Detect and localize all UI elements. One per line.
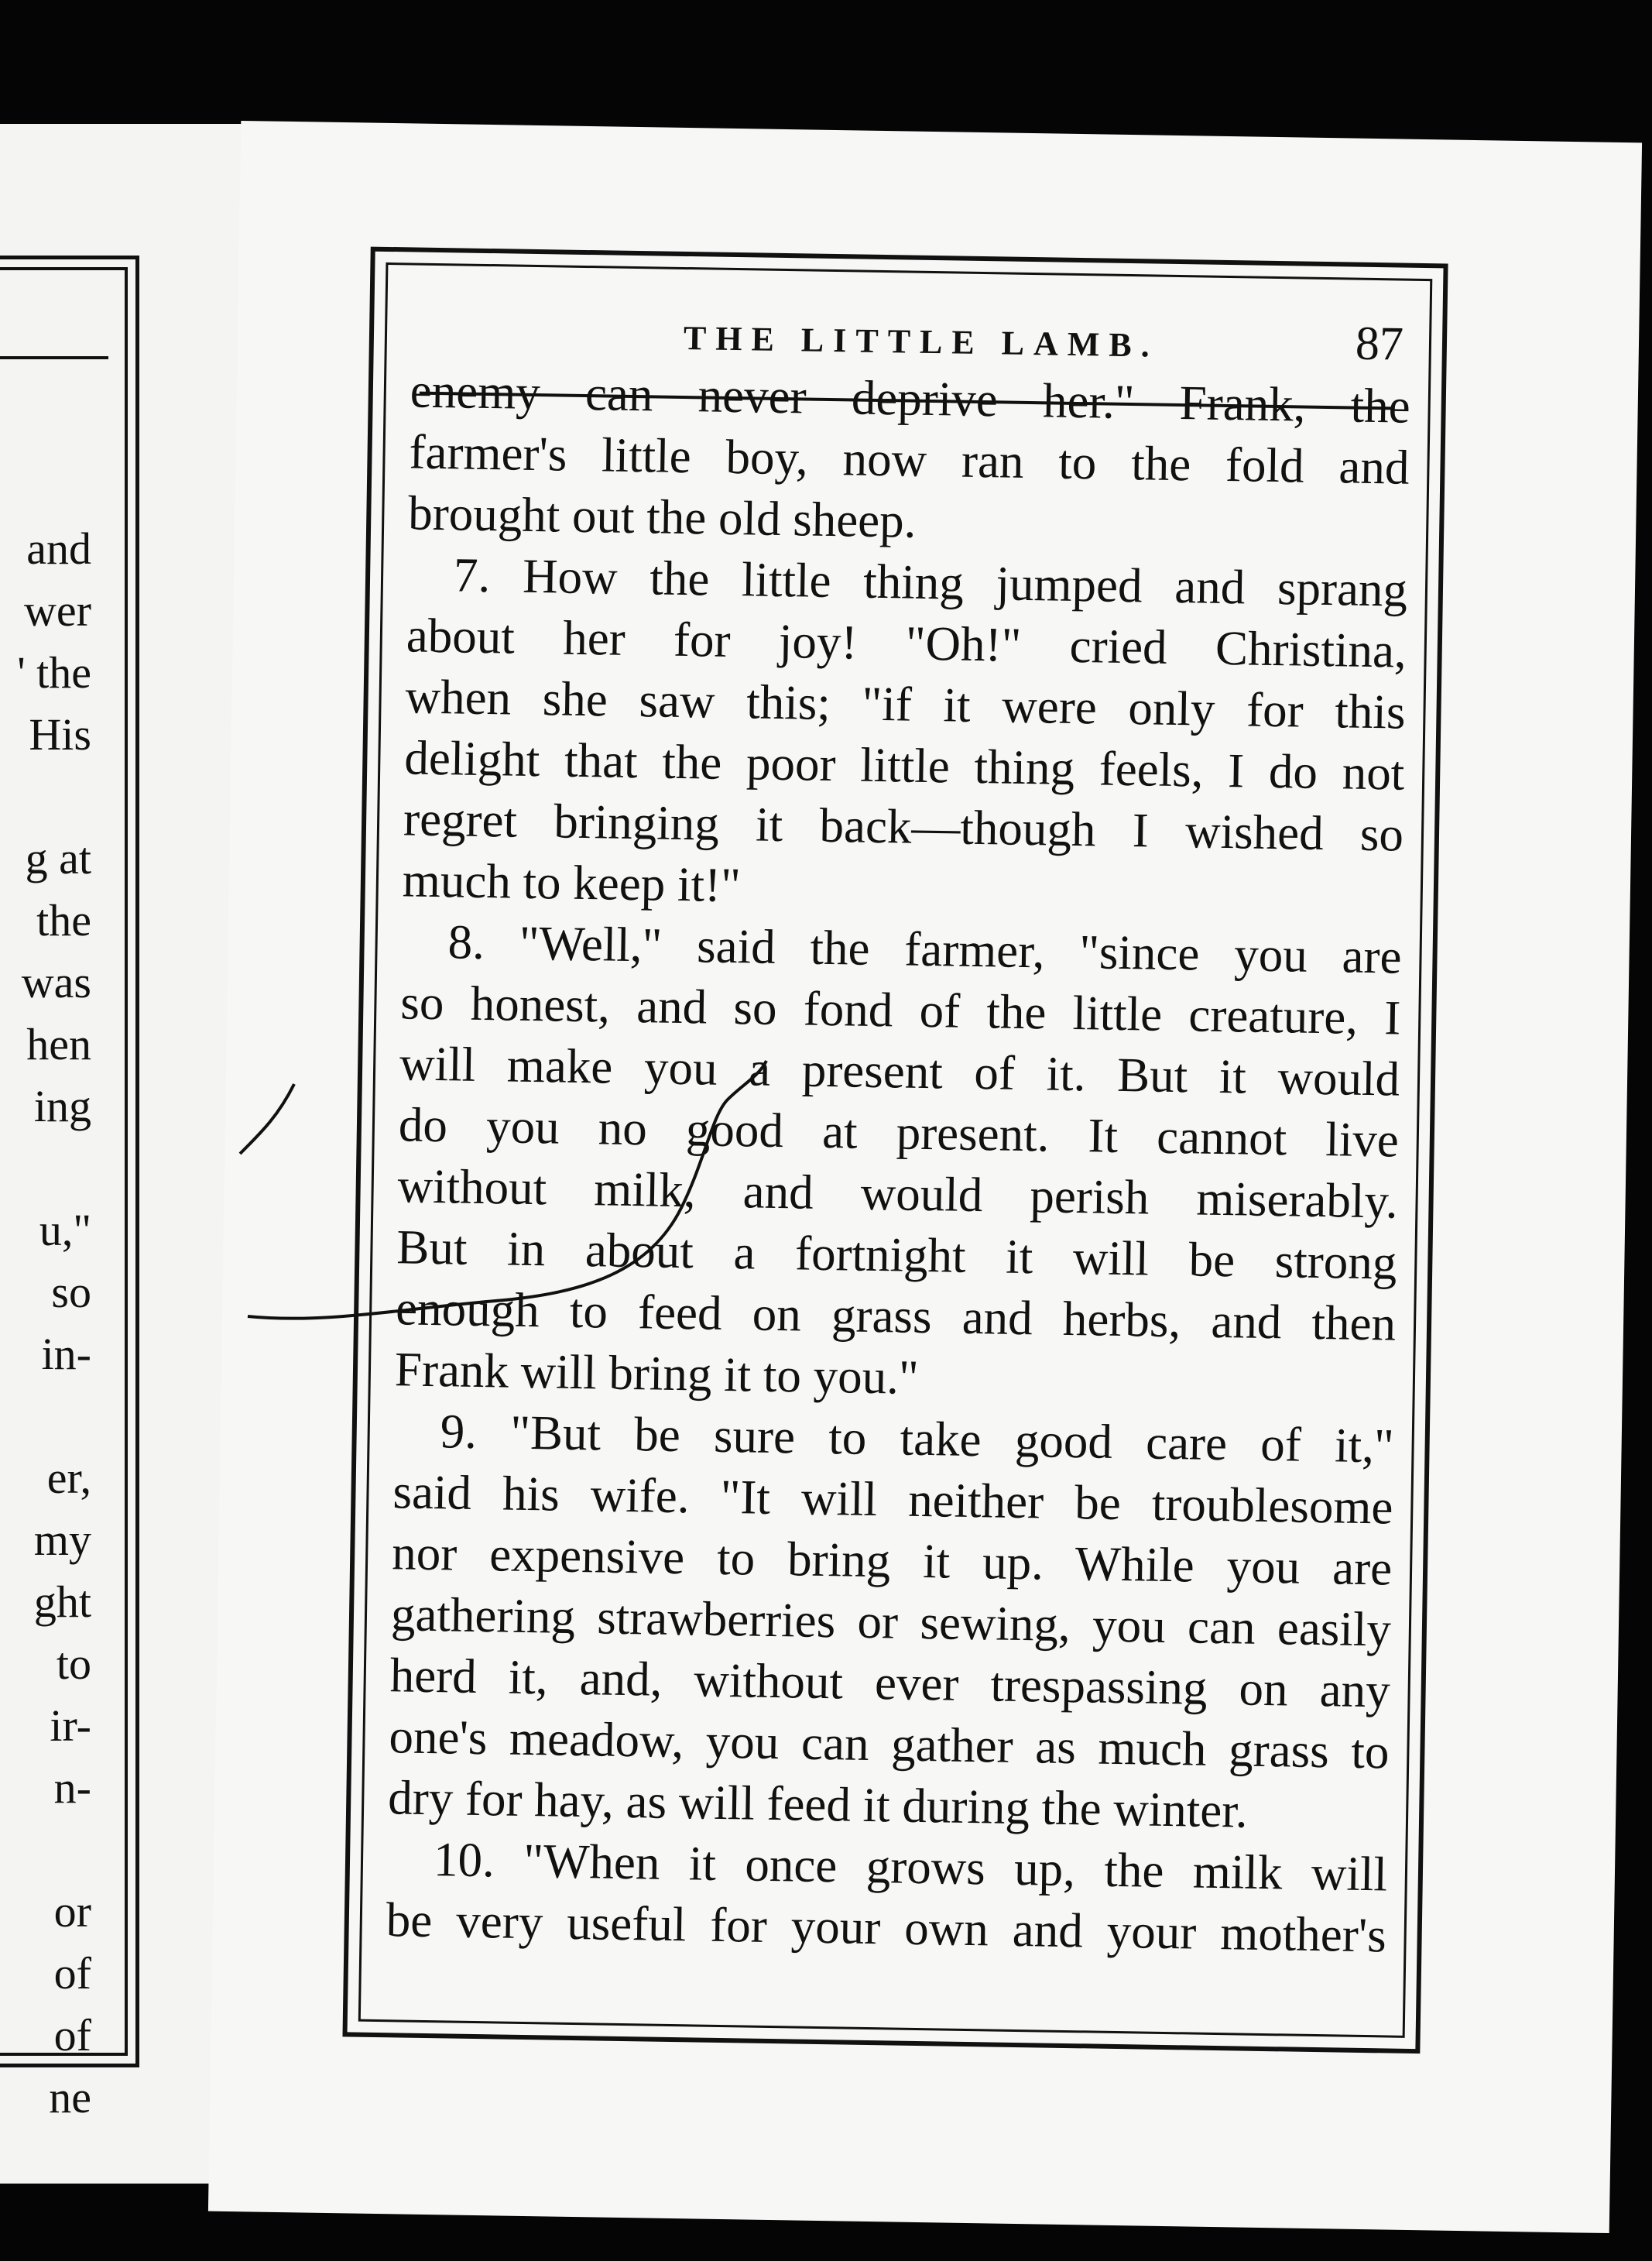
text-line: brought out the old sheep. (407, 485, 917, 548)
left-page-rule (0, 356, 108, 359)
left-page-fragment: u," (39, 1205, 91, 1255)
text-line: said his wife. "It will neither be troublesome (392, 1464, 1393, 1535)
left-page-fragment: er, (46, 1453, 91, 1503)
left-page-fragment: of (53, 2010, 91, 2060)
text-line: nor expensive to bring it up. While you are (391, 1525, 1393, 1596)
left-page-fragment: my (33, 1515, 91, 1565)
left-page-fragment: of (53, 1948, 91, 1999)
book-page (208, 121, 1642, 2233)
text-line: one's meadow, you can gather as much grass to (389, 1709, 1390, 1779)
left-page-fragment: wer (24, 585, 91, 636)
text-line: gathering strawberries or sewing, you can easily (390, 1587, 1392, 1657)
text-line: so honest, and so fond of the little creature, I (399, 975, 1401, 1045)
left-page-fragment: g at (25, 833, 91, 883)
text-line: dry for hay, as will feed it during the winter. (387, 1770, 1249, 1838)
text-line: delight that the poor little thing feels, I do not (403, 730, 1405, 801)
text-line: enemy can never deprive her." Frank, the (410, 363, 1411, 434)
page-frame (342, 247, 1448, 2054)
left-page-fragment: hen (26, 1019, 91, 1069)
body-text (386, 360, 1410, 1966)
running-head: THE LITTLE LAMB. (683, 318, 1160, 365)
text-line: will make you a present of it. But it would (399, 1036, 1400, 1106)
text-line: without milk, and would perish miserably. (397, 1158, 1399, 1229)
text-line: much to keep it!" (402, 853, 742, 913)
left-page-fragment: was (21, 957, 91, 1007)
left-page-fragment: ne (49, 2072, 91, 2122)
text-line: enough to feed on grass and herbs, and then (395, 1281, 1397, 1351)
text-line: farmer's little boy, now ran to the fold and (409, 424, 1410, 495)
left-page-fragment: ing (33, 1081, 91, 1131)
left-page-fragment: His (29, 709, 91, 760)
text-line: 10. "When it once grows up, the milk will (433, 1832, 1388, 1902)
text-line: 7. How the little thing jumped and sprang (453, 547, 1408, 617)
text-line: be very useful for your own and your mother's (386, 1892, 1387, 1963)
left-page-fragment: to (56, 1638, 91, 1689)
text-line: Frank will bring it to you." (394, 1342, 920, 1405)
left-page-fragment: ir- (50, 1700, 91, 1751)
page-number: 87 (1355, 317, 1404, 371)
text-line: do you no good at present. It cannot live (398, 1097, 1400, 1168)
left-page-fragment: ght (33, 1577, 91, 1627)
text-line: herd it, and, without ever trespassing on any (389, 1648, 1391, 1718)
left-page-fragment: or (53, 1886, 91, 1937)
text-line: about her for joy! "Oh!" cried Christina, (406, 608, 1407, 678)
left-page-fragment: ' the (17, 647, 91, 698)
text-line: 9. "But be sure to take good care of it," (440, 1404, 1395, 1474)
left-page-fragment: the (36, 895, 91, 945)
left-page-fragment: and (26, 523, 91, 574)
left-page-fragment: in- (41, 1329, 91, 1379)
text-line: 8. "Well," said the farmer, "since you are (447, 914, 1403, 984)
left-page-fragment: so (51, 1267, 91, 1317)
text-line: regret bringing it back—though I wished so (403, 791, 1404, 862)
text-line: when she saw this; "if it were only for this (405, 669, 1407, 739)
left-page-fragment: n- (53, 1762, 91, 1813)
text-line: But in about a fortnight it will be strong (396, 1220, 1397, 1290)
